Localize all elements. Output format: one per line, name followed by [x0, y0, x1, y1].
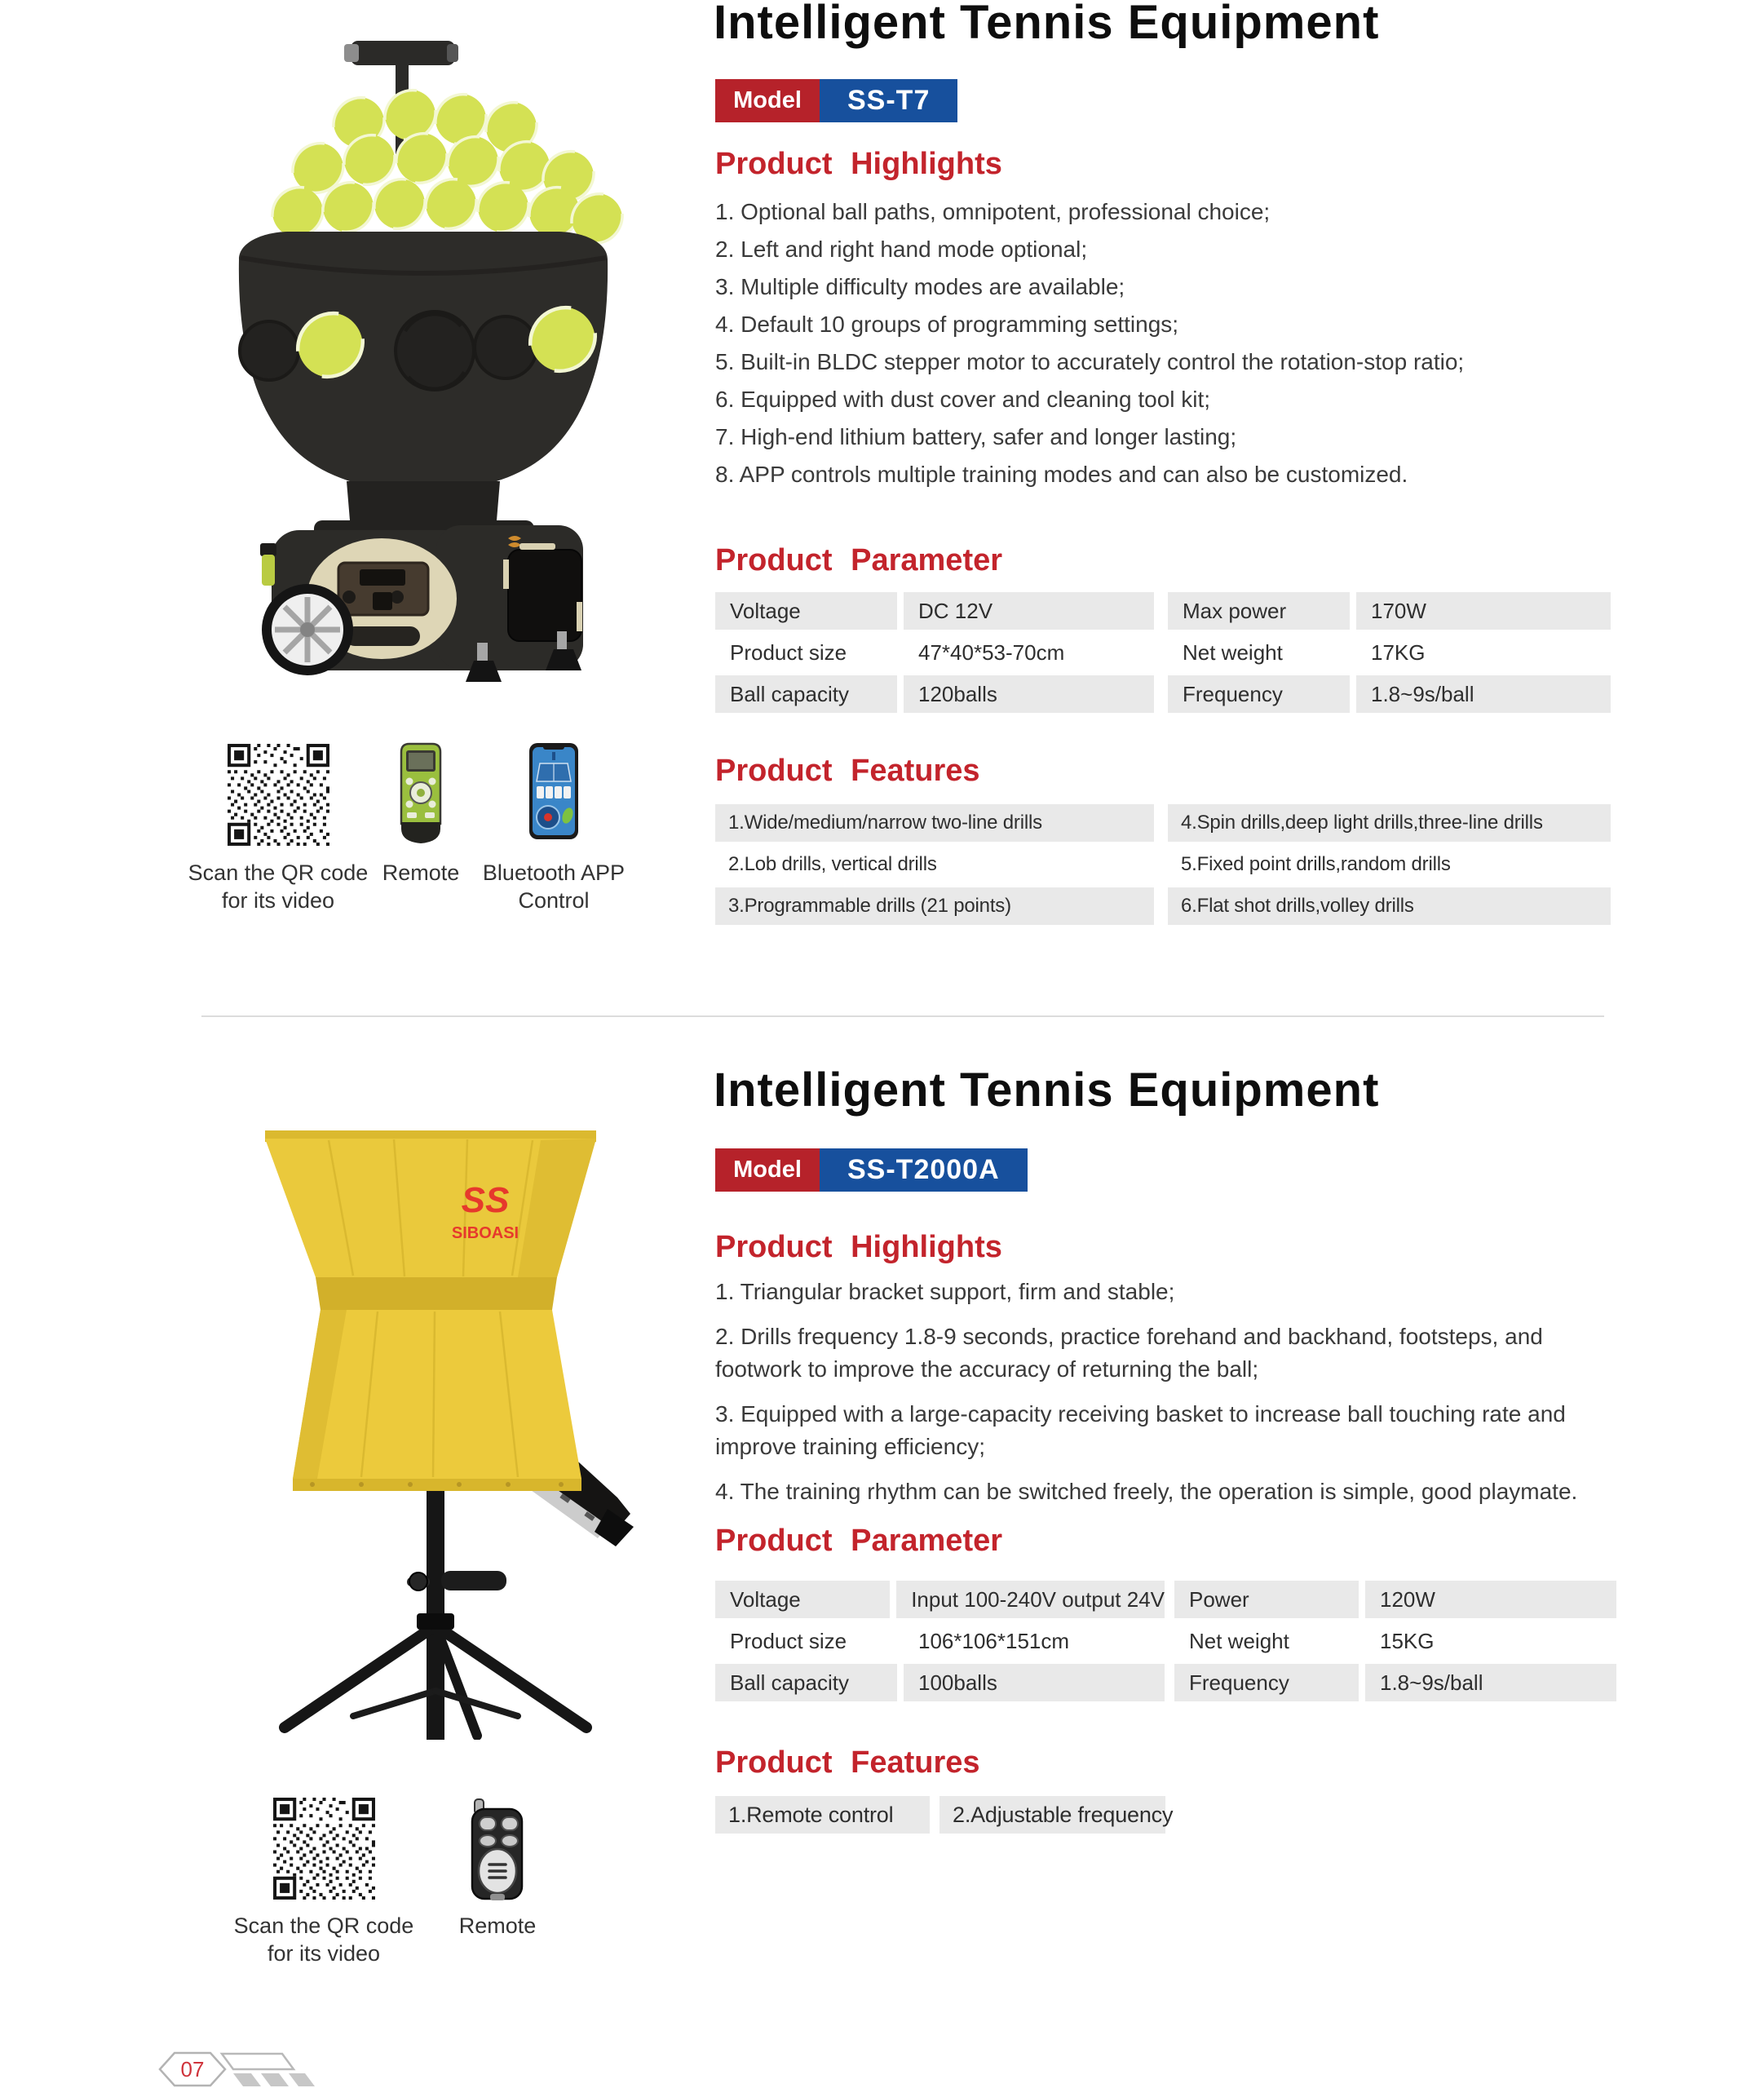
product-photo-ss-t7 — [192, 31, 655, 685]
product-photo-ss-t2000a — [231, 1091, 644, 1740]
page-title: Intelligent Tennis Equipment — [714, 0, 1380, 49]
tripod-machine-illustration — [231, 1091, 644, 1740]
parameter-value: Input 100-240V output 24V — [896, 1581, 1165, 1618]
parameter-row — [715, 1581, 1165, 1618]
highlights-heading: Product Highlights — [715, 1230, 1002, 1264]
parameter-value: 1.8~9s/ball — [1356, 675, 1611, 713]
parameter-label: Power — [1174, 1581, 1359, 1618]
parameter-row — [1174, 1581, 1616, 1618]
remote-icon — [400, 742, 442, 845]
page-number: 07 — [180, 2057, 205, 2081]
parameter-label: Product size — [730, 1629, 847, 1653]
page-number-badge — [157, 2049, 316, 2088]
highlights-heading: Product Highlights — [715, 147, 1002, 181]
highlights-list — [715, 193, 1620, 493]
remote-icon — [468, 1798, 526, 1902]
parameter-row — [715, 1664, 1165, 1701]
parameter-row — [715, 675, 1154, 713]
qr-caption: Scan the QR code for its video — [188, 860, 369, 913]
highlight-item: 5. Built-in BLDC stepper motor to accurately control the rotation-stop ratio; — [715, 349, 1465, 374]
parameter-row — [715, 634, 1154, 671]
highlight-item: 4. Default 10 groups of programming settings; — [715, 312, 1179, 337]
parameter-value: 1.8~9s/ball — [1365, 1664, 1616, 1701]
app-caption: Bluetooth APP Control — [482, 860, 626, 913]
parameter-label: Voltage — [715, 1581, 890, 1618]
parameter-value: 47*40*53-70cm — [918, 640, 1065, 665]
parameter-row — [1168, 634, 1611, 671]
parameter-label: Product size — [730, 640, 847, 665]
features-heading: Product Features — [715, 754, 980, 788]
model-badge — [715, 79, 957, 122]
features-heading: Product Features — [715, 1745, 980, 1780]
parameter-value: DC 12V — [904, 592, 1154, 630]
parameter-label: Max power — [1168, 592, 1350, 630]
model-label: Model — [715, 79, 820, 122]
page-title: Intelligent Tennis Equipment — [714, 1064, 1380, 1117]
parameter-value: 120balls — [904, 675, 1154, 713]
parameter-label: Net weight — [1189, 1629, 1289, 1653]
feature-item: 1.Wide/medium/narrow two-line drills — [715, 804, 1154, 842]
qr-code — [270, 1794, 378, 1903]
brand-logo-mark: SS — [461, 1180, 510, 1220]
highlight-item: 3. Multiple difficulty modes are available; — [715, 274, 1125, 299]
parameter-row — [1168, 675, 1611, 713]
remote-caption: Remote — [458, 1913, 537, 1938]
feature-item: 2.Adjustable frequency — [939, 1796, 1165, 1834]
parameter-row — [715, 592, 1154, 630]
parameter-row — [1168, 592, 1611, 630]
parameter-label: Net weight — [1183, 640, 1283, 665]
parameter-value: 170W — [1356, 592, 1611, 630]
parameter-row — [1174, 1664, 1616, 1701]
qr-code — [224, 741, 333, 849]
parameter-label: Frequency — [1168, 675, 1350, 713]
feature-item: 4.Spin drills,deep light drills,three-line drills — [1168, 804, 1611, 842]
model-value: SS-T2000A — [820, 1148, 1028, 1192]
highlight-item: 2. Left and right hand mode optional; — [715, 237, 1088, 262]
model-label: Model — [715, 1148, 820, 1192]
feature-item: 1.Remote control — [715, 1796, 930, 1834]
section-divider — [201, 1015, 1604, 1017]
feature-item: 5.Fixed point drills,random drills — [1181, 853, 1451, 875]
highlight-item: 7. High-end lithium battery, safer and longer lasting; — [715, 424, 1237, 449]
parameter-label: Ball capacity — [715, 1664, 897, 1701]
model-badge — [715, 1148, 1028, 1192]
parameter-value: 100balls — [904, 1664, 1165, 1701]
parameter-value: 17KG — [1371, 640, 1426, 665]
highlight-item: 3. Equipped with a large-capacity receiving basket to increase ball touching rate and improve training efficiency; — [715, 1401, 1566, 1459]
highlight-item: 2. Drills frequency 1.8-9 seconds, practice forehand and backhand, footsteps, and footwork to improve the accuracy of returning the ball; — [715, 1324, 1543, 1382]
bluetooth-app-icon — [528, 742, 579, 840]
parameter-heading: Product Parameter — [715, 543, 1003, 577]
parameter-value: 120W — [1365, 1581, 1616, 1618]
highlight-item: 8. APP controls multiple training modes and can also be customized. — [715, 462, 1408, 487]
parameter-value: 15KG — [1380, 1629, 1435, 1653]
model-value: SS-T7 — [820, 79, 957, 122]
feature-item: 2.Lob drills, vertical drills — [728, 853, 937, 875]
highlights-list — [715, 1276, 1616, 1520]
highlight-item: 1. Triangular bracket support, firm and stable; — [715, 1279, 1175, 1304]
remote-caption: Remote — [382, 860, 460, 885]
parameter-label: Voltage — [715, 592, 897, 630]
parameter-label: Frequency — [1174, 1664, 1359, 1701]
feature-item: 3.Programmable drills (21 points) — [715, 887, 1154, 925]
highlight-item: 6. Equipped with dust cover and cleaning tool kit; — [715, 387, 1211, 412]
highlight-item: 1. Optional ball paths, omnipotent, professional choice; — [715, 199, 1271, 224]
parameter-row — [1174, 1622, 1616, 1660]
qr-caption: Scan the QR code for its video — [233, 1913, 414, 1966]
tennis-machine-illustration — [192, 31, 655, 685]
highlight-item: 4. The training rhythm can be switched freely, the operation is simple, good playmate. — [715, 1479, 1578, 1504]
feature-item: 6.Flat shot drills,volley drills — [1168, 887, 1611, 925]
parameter-value: 106*106*151cm — [918, 1629, 1070, 1653]
parameter-heading: Product Parameter — [715, 1524, 1003, 1558]
brand-logo-text: SIBOASI — [451, 1224, 519, 1242]
parameter-row — [715, 1622, 1165, 1660]
parameter-label: Ball capacity — [715, 675, 897, 713]
